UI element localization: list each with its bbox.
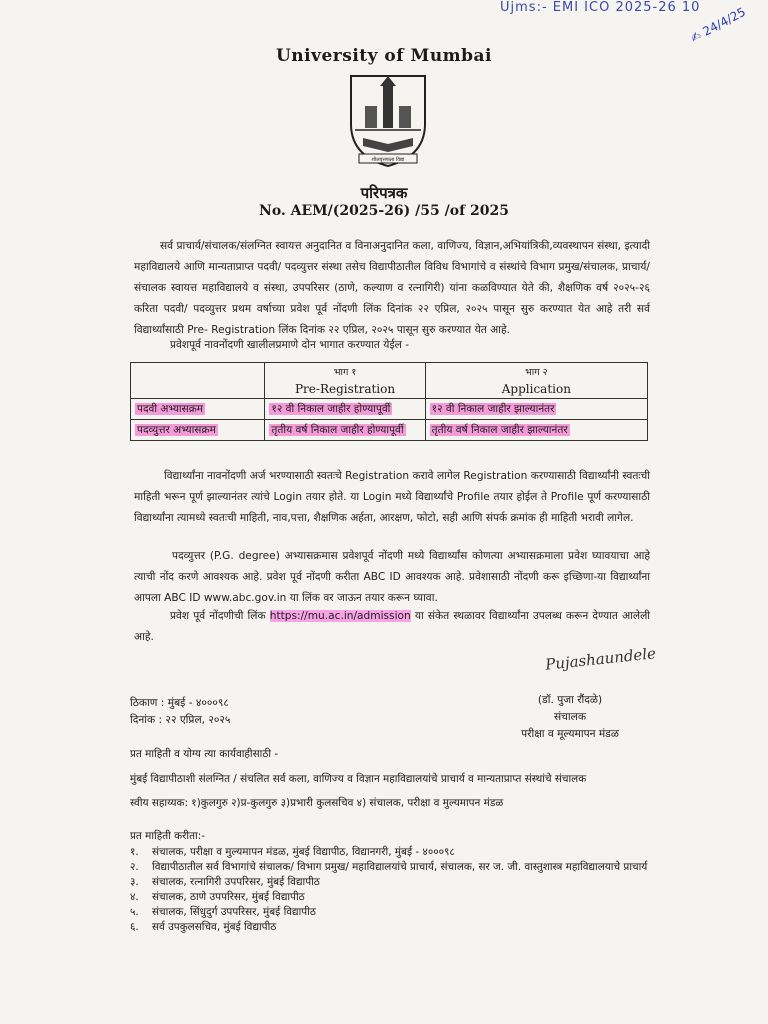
- handwritten-initials: ✍ 24/4/25: [688, 4, 748, 46]
- seal-motto: शीलवृत्तफला विद्या: [371, 157, 405, 163]
- list-item: [130, 845, 650, 860]
- part2-label: भाग २: [525, 367, 548, 378]
- circular-title: परिपत्रक: [360, 184, 408, 202]
- registration-instructions: विद्यार्थ्यांना नावनोंदणी अर्ज भरण्यासाठी स्वतःचे Registration करावे लागेल Registration करण्यासाठी विद्यार्थ्यांनी स्वतःची माहिती भरून पूर्ण झाल्यानंतर त्यांचे Login तयार होते. या Login मध्ये विद्यार्थ्यांचे Profile तयार होईल ते Profile पूर्ण करण्यासाठी विद्यार्थ्यांना त्यामध्ये स्वतःची माहिती, नाव,पत्ता, शैक्षणिक अर्हता, आरक्षण, फोटो, सही आणि संपर्क क्रमांक ही माहिती भरावी लागेल.: [134, 470, 650, 524]
- signature: Pujashaundele: [544, 644, 657, 674]
- copy-recipient-list: [130, 845, 650, 935]
- table-header-row: [131, 363, 648, 399]
- application-cell: १२ वी निकाल जाहीर झाल्यानंतर: [431, 403, 555, 415]
- list-text: संचालक, ठाणे उपपरिसर, मुंबई विद्यापीठ: [152, 891, 305, 903]
- list-number: ३.: [130, 876, 139, 888]
- circular-number: No. AEM/(2025-26) /55 /of 2025: [259, 203, 509, 219]
- signatory-block: [500, 692, 640, 743]
- registration-parts-intro: प्रवेशपूर्व नावनोंदणी खालीलप्रमाणे दोन भागात करण्यात येईल -: [170, 339, 410, 351]
- reference-stamp: Ujms:- EMI ICO 2025-26 10: [500, 0, 701, 15]
- list-item: [130, 860, 650, 875]
- signatory-department: परीक्षा व मूल्यमापन मंडळ: [521, 728, 619, 740]
- list-item: [130, 890, 650, 905]
- copy-action-recipients: मुंबई विद्यापीठाशी संलग्नित / संचलित सर्व कला, वाणिज्य व विज्ञान महाविद्यालयांचे प्राचार्य व मान्यताप्राप्त संस्थांचे संचालक: [130, 773, 587, 785]
- personal-assistants-line: स्वीय सहाय्यक: १)कुलगुरु २)प्र-कुलगुरु ३)प्रभारी कुलसचिव ४) संचालक, परीक्षा व मुल्यमापन मंडळ: [130, 797, 504, 809]
- table-row: [131, 420, 648, 441]
- list-number: १.: [130, 846, 139, 858]
- list-text: संचालक, सिंधुदुर्ग उपपरिसर, मुंबई विद्यापीठ: [152, 906, 316, 918]
- pg-abc-id-paragraph: पदव्युत्तर (P.G. degree) अभ्यासक्रमास प्रवेशपूर्व नोंदणी मध्ये विद्यार्थ्यांस कोणत्या अभ्यासक्रमाला प्रवेश घ्यावयाचा आहे त्याची नोंद करणे आवश्यक आहे. प्रवेश पूर्व नोंदणी करीता ABC ID आवश्यक आहे. प्रवेशासाठी नोंदणी करू इच्छिणा-या विद्यार्थ्यांना आपला ABC ID www.abc.gov.in या लिंक वर जाऊन तयार करून घ्यावा.: [134, 550, 650, 604]
- part1-label: भाग १: [333, 367, 357, 378]
- list-text: विद्यापीठातील सर्व विभागांचे संचालक/ विभाग प्रमुख/ महाविद्यालयांचे प्राचार्य, संचालक, सर ज. जी. वास्तुशास्त्र महाविद्यालयाचे प्राचार्य: [152, 861, 648, 873]
- list-number: ४.: [130, 891, 139, 903]
- registration-table: [130, 362, 648, 441]
- copy-action-heading: प्रत माहिती व योग्य त्या कार्यवाहीसाठी -: [130, 748, 279, 760]
- pre-registration-cell: तृतीय वर्ष निकाल जाहीर होण्यापूर्वी: [271, 424, 404, 436]
- part1-title: Pre-Registration: [294, 382, 396, 396]
- list-number: २.: [130, 861, 139, 873]
- intro-paragraph: सर्व प्राचार्य/संचालक/संलग्नित स्वायत्त अनुदानित व विनाअनुदानित कला, वाणिज्य, विज्ञान,अभियांत्रिकी,व्यवस्थापन संस्था, इत्यादी महाविद्यालये आणि मान्यताप्राप्त पदवी/ पदव्युत्तर संस्था तसेच विद्यापीठातील विविध विभागांचे व संस्थांचे विभाग प्रमुख/संचालक, प्राचार्य/संचालक स्वायत्त महाविद्यालये व संस्था, उपपरिसर (ठाणे, कल्याण व रत्नागिरी) यांना कळविण्यात येते की, शैक्षणिक वर्ष २०२५-२६ करिता पदवी/ पदव्युत्तर प्रथम वर्षाच्या प्रवेश पूर्व नोंदणी लिंक दिनांक २२ एप्रिल, २०२५ पासून सुरु करण्यात येत आहे तरी सर्व विद्यार्थ्यांसाठी Pre- Registration लिंक दिनांक २२ एप्रिल, २०२५ पासून सुरु करण्यात येत आहे.: [134, 240, 650, 336]
- admission-link-suffix: या संकेत स्थळावर विद्यार्थ्यांना उपलब्ध करून देण्यात आलेली आहे.: [134, 610, 650, 643]
- university-seal-logo: [345, 72, 431, 168]
- admission-link[interactable]: https://mu.ac.in/admission: [269, 610, 411, 622]
- place-date-block: [130, 695, 230, 729]
- list-text: संचालक, परीक्षा व मुल्यमापन मंडळ, मुंबई विद्यापीठ, विद्यानगरी, मुंबई - ४०००९८: [152, 846, 455, 858]
- date: दिनांक : २२ एप्रिल, २०२५: [130, 714, 231, 726]
- table-header-part2: [425, 363, 647, 399]
- course-cell: पदवी अभ्यासक्रम: [137, 403, 204, 415]
- admission-link-prefix: प्रवेश पूर्व नोंदणीची लिंक: [170, 610, 270, 622]
- signatory-designation: संचालक: [554, 711, 586, 723]
- list-item: [130, 875, 650, 890]
- admission-link-paragraph: [134, 606, 650, 648]
- part2-title: Application: [501, 382, 571, 396]
- list-number: ६.: [130, 921, 139, 933]
- university-name: University of Mumbai: [275, 46, 493, 66]
- signatory-name: (डॉ. पुजा रौंदळे): [537, 694, 603, 706]
- table-header-part1: [265, 363, 425, 399]
- place: ठिकाण : मुंबई - ४०००९८: [130, 697, 229, 709]
- list-text: सर्व उपकुलसचिव, मुंबई विद्यापीठ: [152, 921, 277, 933]
- table-row: [131, 399, 648, 420]
- pre-registration-cell: १२ वी निकाल जाहीर होण्यापूर्वी: [271, 403, 391, 415]
- list-item: [130, 905, 650, 920]
- application-cell: तृतीय वर्ष निकाल जाहीर झाल्यानंतर: [431, 424, 568, 436]
- list-item: [130, 920, 650, 935]
- list-number: ५.: [130, 906, 139, 918]
- copy-info-heading: प्रत माहिती करीता:-: [130, 830, 205, 842]
- list-text: संचालक, रत्नागिरी उपपरिसर, मुंबई विद्यापीठ: [152, 876, 320, 888]
- course-cell: पदव्युत्तर अभ्यासक्रम: [137, 424, 216, 436]
